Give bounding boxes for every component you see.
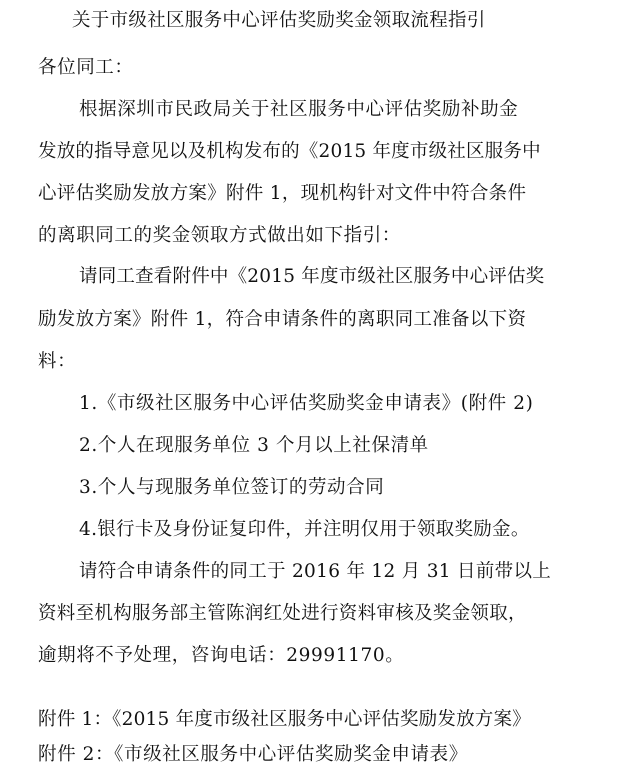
paragraph-2-line-2: 励发放方案》附件 1，符合申请条件的离职同工准备以下资: [38, 309, 527, 330]
paragraph-1-line-4: 的离职同工的奖金领取方式做出如下指引：: [38, 225, 401, 246]
requirement-item: 1.《市级社区服务中心评估奖励奖金申请表》(附件 2): [79, 393, 534, 414]
requirement-item: 2.个人在现服务单位 3 个月以上社保清单: [79, 435, 429, 456]
salutation: 各位同工：: [38, 57, 134, 78]
paragraph-1-line-1: 根据深圳市民政局关于社区服务中心评估奖励补助金: [79, 99, 519, 120]
document-title: 关于市级社区服务中心评估奖励奖金领取流程指引: [72, 10, 486, 31]
paragraph-2-line-1: 请同工查看附件中《2015 年度市级社区服务中心评估奖: [79, 266, 545, 287]
paragraph-3-line-2: 资料至机构服务部主管陈润红处进行资料审核及奖金领取，: [38, 603, 527, 624]
paragraph-3-line-1: 请符合申请条件的同工于 2016 年 12 月 31 日前带以上: [79, 561, 552, 582]
paragraph-1-line-3: 心评估奖励发放方案》附件 1，现机构针对文件中符合条件: [38, 183, 527, 204]
requirement-item: 4.银行卡及身份证复印件，并注明仅用于领取奖励金。: [79, 519, 530, 540]
paragraph-2-line-3: 料：: [38, 351, 77, 372]
attachment-2: 附件 2：《市级社区服务中心评估奖励奖金申请表》: [38, 744, 468, 765]
paragraph-1-line-2: 发放的指导意见以及机构发布的《2015 年度市级社区服务中: [38, 141, 541, 162]
paragraph-3-line-3: 逾期将不予处理，咨询电话：29991170。: [38, 645, 405, 666]
attachment-1: 附件 1：《2015 年度市级社区服务中心评估奖励发放方案》: [38, 709, 531, 730]
requirement-item: 3.个人与现服务单位签订的劳动合同: [79, 477, 385, 498]
